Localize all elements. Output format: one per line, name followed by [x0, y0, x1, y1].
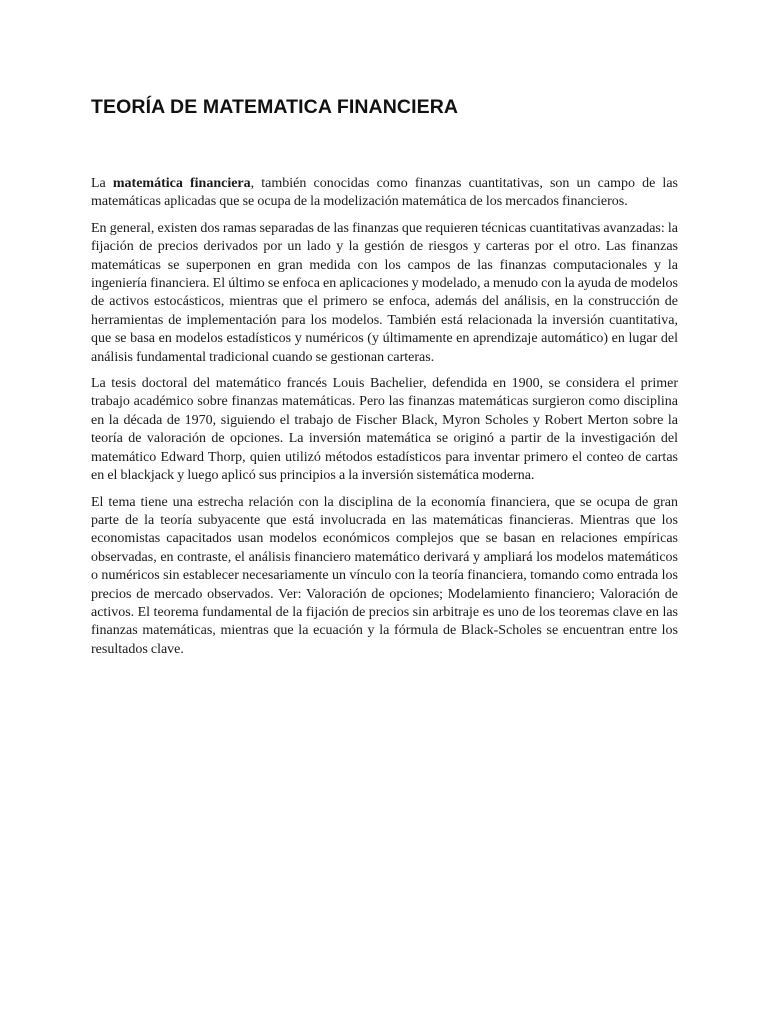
paragraph-intro-bold-term: matemática financiera	[112, 176, 251, 191]
paragraph-intro	[91, 175, 678, 212]
paragraph-branches: En general, existen dos ramas separadas de las finanzas que requieren técnicas cuantitativas avanzadas: la fijación de precios derivados por un lado y la gestión de riesgos y carteras por el otro. Las finanzas matemáticas se superponen en gran medida con los campos de las finanzas computacionales y la ingeniería financiera. El último se enfoca en aplicaciones y modelado, a menudo con la ayuda de modelos de activos estocásticos, mientras que el primero se enfoca, además del análisis, en la construcción de herramientas de implementación para los modelos. También está relacionada la inversión cuantitativa, que se basa en modelos estadísticos y numéricos (y últimamente en aprendizaje automático) en lugar del análisis fundamental tradicional cuando se gestionan carteras.	[91, 220, 678, 365]
paragraph-intro-rest: , también conocidas como finanzas cuantitativas, son un campo de las matemáticas aplicadas que se ocupa de la modelización matemática de los mercados financieros.	[91, 176, 678, 210]
paragraph-intro-prefix: La	[91, 176, 113, 191]
paragraph-economics: El tema tiene una estrecha relación con la disciplina de la economía financiera, que se ocupa de gran parte de la teoría subyacente que está involucrada en las matemáticas financieras. Mientras que los economistas capacitados usan modelos económicos complejos que se basan en relaciones empíricas observadas, en contraste, el análisis financiero matemático derivará y ampliará los modelos matemáticos o numéricos sin establecer necesariamente un vínculo con la teoría financiera, tomando como entrada los precios de mercado observados. Ver: Valoración de opciones; Modelamiento financiero; Valoración de activos. El teorema fundamental de la fijación de precios sin arbitraje es uno de los teoremas clave en las finanzas matemáticas, mientras que la ecuación y la fórmula de Black-Scholes se encuentran entre los resultados clave.	[91, 494, 678, 657]
document-body	[91, 175, 678, 667]
document-title: TEORÍA DE MATEMATICA FINANCIERA	[91, 96, 459, 118]
paragraph-history: La tesis doctoral del matemático francés Louis Bachelier, defendida en 1900, se considera el primer trabajo académico sobre finanzas matemáticas. Pero las finanzas matemáticas surgieron como disciplina en la década de 1970, siguiendo el trabajo de Fischer Black, Myron Scholes y Robert Merton sobre la teoría de valoración de opciones. La inversión matemática se originó a partir de la investigación del matemático Edward Thorp, quien utilizó métodos estadísticos para inventar primero el conteo de cartas en el blackjack y luego aplicó sus principios a la inversión sistemática moderna.	[91, 376, 678, 484]
